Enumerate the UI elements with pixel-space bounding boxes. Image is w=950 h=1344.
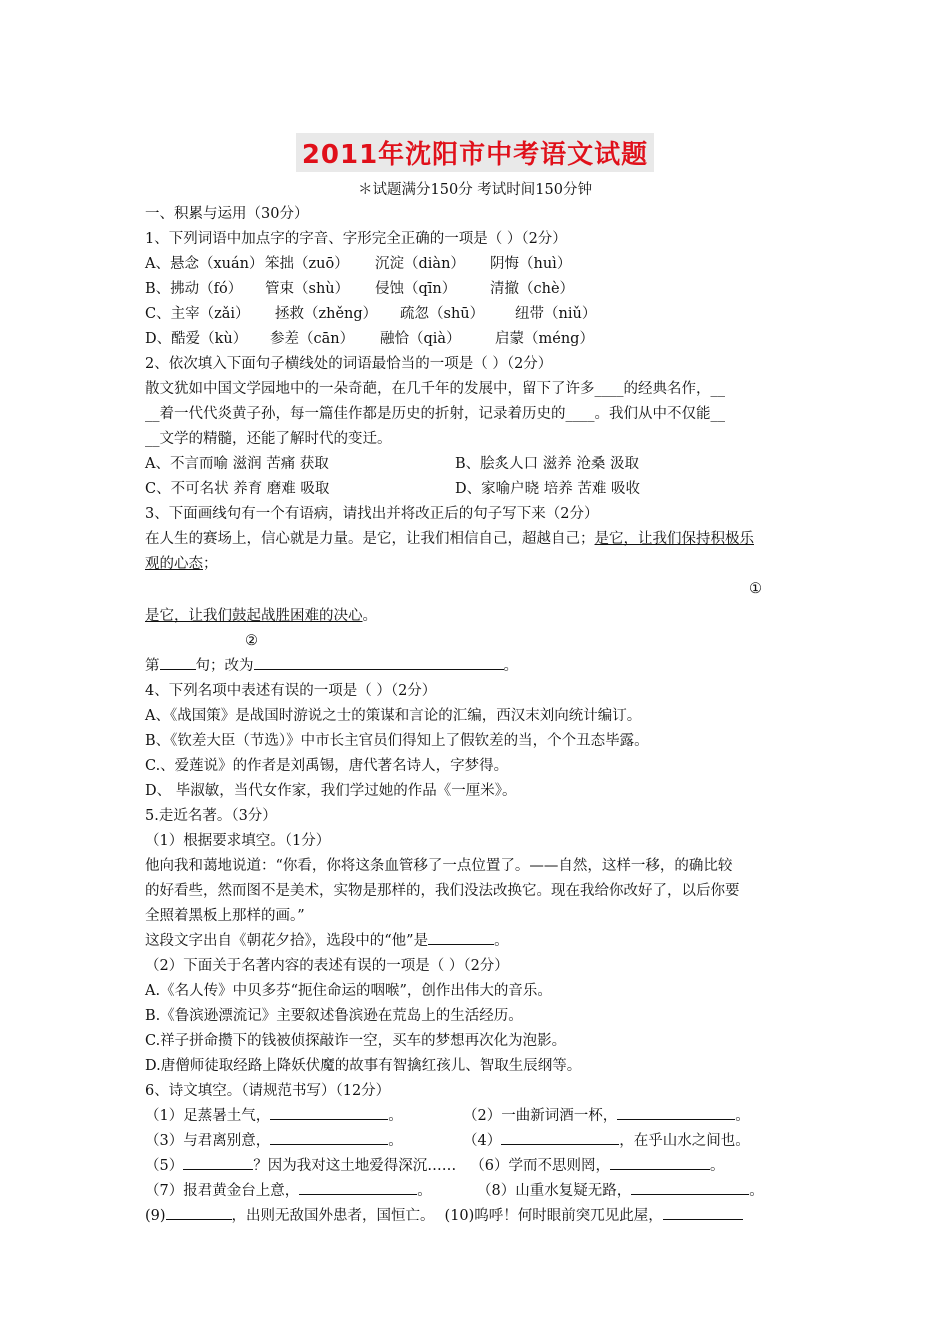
answer-blank[interactable] (160, 655, 196, 670)
q4-option-d: D、 毕淑敏，当代女作家，我们学过她的作品《一厘米》。 (145, 783, 517, 799)
underlined-sentence-1-end: 观的心态 (145, 556, 203, 572)
answer-blank[interactable] (428, 930, 494, 945)
q3-stem: 3、下面画线句有一个有语病，请找出并将改正后的句子写下来（2分） (145, 506, 599, 522)
q2-option-d: D、家喻户晓 培养 苦难 吸收 (455, 481, 640, 497)
q5-fill-line: 这段文字出自《朝花夕拾》，选段中的“他”是 。 (145, 929, 810, 954)
title-text: 2011年沈阳市中考语文试题 (296, 133, 654, 172)
q3-passage-line: 在人生的赛场上，信心就是力量。是它，让我们相信自己，超越自己；是它，让我们保持积极乐 (145, 531, 754, 547)
exam-body (145, 202, 810, 1229)
sentence-marker-1: ① (749, 581, 762, 597)
section-heading: 一、积累与运用（30分） (145, 206, 309, 222)
underlined-sentence-1: 是它，让我们保持积极乐 (594, 531, 754, 547)
q5-sub1: （1）根据要求填空。（1分） (145, 833, 331, 849)
q4-stem: 4、下列名项中表述有误的一项是（ ）（2分） (145, 683, 437, 699)
q2-options-cd (145, 477, 810, 502)
answer-blank[interactable] (631, 1180, 749, 1195)
q6-line: (9) ，出则无敌国外患者，国恒亡。 (10)呜呼！何时眼前突兀见此屋， (145, 1204, 810, 1229)
q6-line: （5） ？因为我对这土地爱得深沉…… （6）学而不思则罔， 。 (145, 1154, 810, 1179)
q4-option-b: B、《钦差大臣（节选）》中市长主官员们得知上了假钦差的当，个个丑态毕露。 (145, 733, 649, 749)
q6-line: （3）与君离别意， 。 （4） ，在乎山水之间也。 (145, 1129, 810, 1154)
q5-option-b: B.《鲁滨逊漂流记》主要叙述鲁滨逊在荒岛上的生活经历。 (145, 1008, 523, 1024)
q2-option-c: C、不可名状 养育 磨难 吸取 (145, 481, 330, 497)
q1-option-d: D、酷爱（kù） 参差（cān） 融恰（qià） 启蒙（méng） (145, 331, 594, 347)
q6-line: （7）报君黄金台上意， 。 （8）山重水复疑无路， 。 (145, 1179, 810, 1204)
q4-option-a: A、《战国策》是战国时游说之士的策谋和言论的汇编，西汉末刘向统计编订。 (145, 708, 642, 724)
q5-passage-line: 的好看些，然而图不是美术，实物是那样的，我们没法改换它。现在我给你改好了，以后你要 (145, 883, 740, 899)
q6-stem: 6、诗文填空。（请规范书写）（12分） (145, 1083, 391, 1099)
q1-option-b: B、拂动（fó） 管束（shù） 侵蚀（qīn） 清撤（chè） (145, 281, 575, 297)
answer-blank[interactable] (617, 1105, 735, 1120)
answer-blank[interactable] (501, 1130, 619, 1145)
q1-option-a: A、悬念（xuán） 笨拙（zuō） 沉淀（diàn） 阴悔（huì） (145, 256, 572, 272)
q5-option-c: C.祥子拼命攒下的钱被侦探敲诈一空，买车的梦想再次化为泡影。 (145, 1033, 567, 1049)
sentence-marker-2: ② (245, 633, 258, 649)
answer-blank[interactable] (254, 655, 504, 670)
answer-blank[interactable] (166, 1205, 232, 1220)
answer-blank[interactable] (663, 1205, 743, 1220)
q2-options-ab (145, 452, 810, 477)
q5-passage-line: 他向我和蔼地说道：“你看，你将这条血管移了一点位置了。——自然，这样一移，的确比较 (145, 858, 733, 874)
q4-option-c: C.、爱莲说》的作者是刘禹锡，唐代著名诗人，字梦得。 (145, 758, 509, 774)
q3-passage-line: 观的心态； (145, 556, 218, 572)
answer-blank[interactable] (183, 1155, 253, 1170)
answer-blank[interactable] (270, 1105, 388, 1120)
q2-option-b: B、脍炙人口 滋养 沧桑 汲取 (455, 456, 639, 472)
answer-blank[interactable] (610, 1155, 710, 1170)
q2-stem: 2、依次填入下面句子横线处的词语最恰当的一项是（ ）（2分） (145, 356, 553, 372)
q5-option-d: D.唐僧师徒取经路上降妖伏魔的故事有智擒红孩儿、智取生辰纲等。 (145, 1058, 582, 1074)
q5-sub2: （2）下面关于名著内容的表述有误的一项是（ ）（2分） (145, 958, 509, 974)
q2-passage-line: 散文犹如中国文学园地中的一朵奇葩，在几千年的发展中，留下了许多____的经典名作，__ (145, 381, 725, 397)
answer-blank[interactable] (270, 1130, 388, 1145)
q2-passage-line: __着一代代炎黄子孙，每一篇佳作都是历史的折射，记录着历史的____。我们从中不仅能__ (145, 406, 725, 422)
underlined-sentence-2: 是它，让我们鼓起战胜困难的决心 (145, 608, 363, 624)
q1-stem: 1、下列词语中加点字的字音、字形完全正确的一项是（ ）（2分） (145, 231, 567, 247)
q1-option-c: C、主宰（zǎi） 拯救（zhěng） 疏忽（shū） 纽带（niǔ） (145, 306, 597, 322)
q5-stem: 5.走近名著。（3分） (145, 808, 277, 824)
q5-option-a: A.《名人传》中贝多芬“扼住命运的咽喉”，创作出伟大的音乐。 (145, 983, 552, 999)
q3-passage-line: 是它，让我们鼓起战胜困难的决心。 (145, 608, 377, 624)
q3-answer-line: 第 句；改为 。 (145, 654, 810, 679)
answer-blank[interactable] (299, 1180, 417, 1195)
q6-line: （1）足蒸暑土气， 。 （2）一曲新词酒一杯， 。 (145, 1104, 810, 1129)
q2-passage-line: __文学的精髓，还能了解时代的变迁。 (145, 431, 392, 447)
exam-subtitle: ＊试题满分150分 考试时间150分钟 (358, 182, 592, 198)
q2-option-a: A、不言而喻 滋润 苦痛 获取 (145, 456, 329, 472)
q5-passage-line: 全照着黑板上那样的画。” (145, 908, 305, 924)
exam-title (0, 133, 950, 172)
